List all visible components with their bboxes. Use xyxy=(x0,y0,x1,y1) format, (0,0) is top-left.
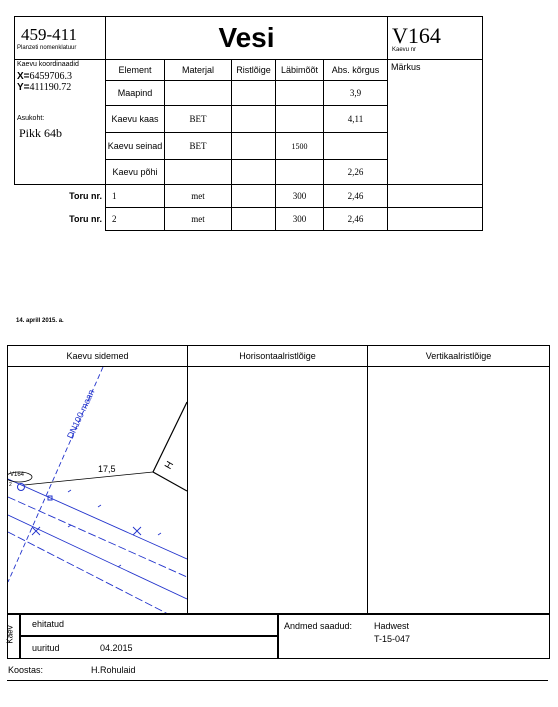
horizontal-column xyxy=(187,346,368,614)
row-labimoot: 1500 xyxy=(276,133,324,160)
well-tag: V164 xyxy=(10,472,25,478)
document-date: 14. aprill 2015. a. xyxy=(16,318,64,324)
surveyed-value: 04.2015 xyxy=(100,643,133,653)
pipe-materjal: met xyxy=(165,208,232,231)
row-ristloige xyxy=(232,106,276,133)
horizontal-header: Horisontaalristlõige xyxy=(188,346,367,367)
pipe-row xyxy=(15,208,483,231)
col-materjal: Materjal xyxy=(165,60,232,81)
pipe-markus xyxy=(388,208,483,231)
row-materjal: BET xyxy=(165,106,232,133)
pipe-labimoot: 300 xyxy=(276,208,324,231)
col-ristloige: Ristlõige xyxy=(232,60,276,81)
coords-cell xyxy=(15,60,106,185)
row-materjal: BET xyxy=(165,133,232,160)
y-coord xyxy=(15,82,105,93)
row-element: Kaevu seinad xyxy=(106,133,165,160)
drawing-sheet xyxy=(7,345,550,615)
page-title: Vesi xyxy=(218,22,275,53)
col-markus: Märkus xyxy=(391,62,421,72)
source-label: Andmed saadud: xyxy=(284,621,353,631)
pipe-markus xyxy=(388,185,483,208)
building-mark: H xyxy=(163,459,177,472)
row-abs xyxy=(324,133,388,160)
source-value-2: T-15-047 xyxy=(374,634,411,644)
row-element: Kaevu kaas xyxy=(106,106,165,133)
well-card xyxy=(14,16,483,231)
ties-sketch xyxy=(8,367,187,614)
well-sub: 2 xyxy=(9,482,12,488)
notes-cell xyxy=(388,60,483,185)
pipe-abs: 2,46 xyxy=(324,208,388,231)
pipe-row xyxy=(15,185,483,208)
row-abs: 2,26 xyxy=(324,160,388,185)
well-id-cell xyxy=(388,17,483,60)
source-box xyxy=(277,613,550,659)
author-value: H.Rohulaid xyxy=(91,665,136,675)
well-id-label: Kaevu nr xyxy=(392,47,417,53)
author-label: Koostas: xyxy=(8,665,44,675)
x-value: 6459706.3 xyxy=(29,71,73,82)
author-divider xyxy=(7,680,548,681)
col-abs: Abs. kõrgus xyxy=(324,60,388,81)
row-abs: 4,11 xyxy=(324,106,388,133)
pipe-ristloige xyxy=(232,185,276,208)
row-ristloige xyxy=(232,133,276,160)
pipe-label-sketch: DN100 maan xyxy=(65,387,97,441)
sheet-id-label: Planzeti nomenklatuur xyxy=(17,45,77,51)
row-element: Kaevu põhi xyxy=(106,160,165,185)
location-value: Pikk 64b xyxy=(19,126,63,140)
location-label: Asukoht: xyxy=(17,115,45,122)
coords-label: Kaevu koordinaadid xyxy=(17,61,79,68)
x-coord xyxy=(15,69,105,82)
title-cell xyxy=(106,17,388,60)
row-ristloige xyxy=(232,160,276,185)
row-labimoot xyxy=(276,106,324,133)
vertical-header: Vertikaalristlõige xyxy=(368,346,549,367)
row-materjal xyxy=(165,160,232,185)
row-labimoot xyxy=(276,81,324,106)
pipe-labimoot: 300 xyxy=(276,185,324,208)
ties-header: Kaevu sidemed xyxy=(8,346,187,367)
col-element: Element xyxy=(106,60,165,81)
row-abs: 3,9 xyxy=(324,81,388,106)
source-value-1: Hadwest xyxy=(374,621,410,631)
row-labimoot xyxy=(276,160,324,185)
row-materjal xyxy=(165,81,232,106)
x-label: X= xyxy=(17,71,30,82)
y-value: 411190.72 xyxy=(29,82,72,93)
surveyed-label: uuritud xyxy=(32,643,60,653)
pipe-nr: 2 xyxy=(106,208,165,231)
pipe-abs: 2,46 xyxy=(324,185,388,208)
pipe-label: Toru nr. xyxy=(69,214,102,224)
row-ristloige xyxy=(232,81,276,106)
footer-side-label: Kaev xyxy=(5,625,15,644)
pipe-label: Toru nr. xyxy=(69,191,102,202)
pipe-ristloige xyxy=(232,208,276,231)
pipe-materjal: met xyxy=(165,185,232,208)
sheet-id-cell xyxy=(15,17,106,60)
col-labimoot: Läbimõõt xyxy=(276,60,324,81)
sheet-id: 459-411 xyxy=(21,25,78,44)
built-label: ehitatud xyxy=(32,619,65,629)
well-id: V164 xyxy=(392,23,441,48)
y-label: Y= xyxy=(17,82,30,93)
row-element: Maapind xyxy=(106,81,165,106)
distance-label: 17,5 xyxy=(98,464,116,474)
pipe-nr: 1 xyxy=(106,185,165,208)
